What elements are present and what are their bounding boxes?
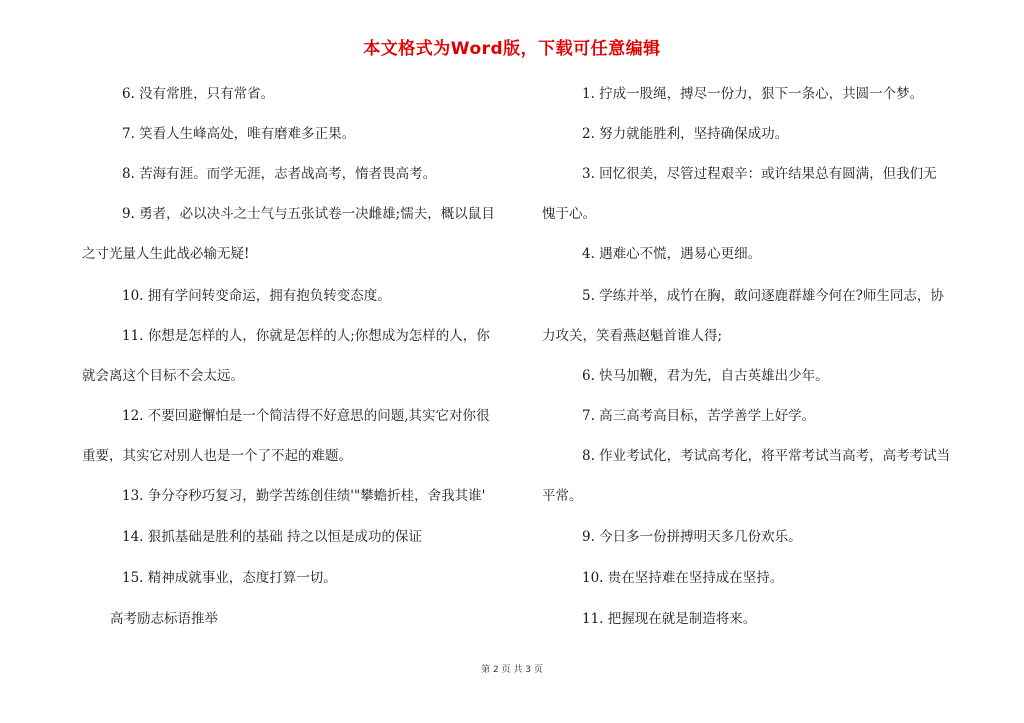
right-line: 愧于心。 — [542, 206, 596, 222]
right-line: 2. 努力就能胜利，坚持确保成功。 — [582, 126, 789, 142]
right-line: 1. 拧成一股绳，搏尽一份力，狠下一条心，共圆一个梦。 — [582, 86, 924, 102]
right-line: 11. 把握现在就是制造将来。 — [582, 611, 757, 627]
document-banner: 本文格式为Word版，下载可任意编辑 — [363, 39, 661, 59]
left-line: 之寸光量人生此战必输无疑! — [82, 246, 250, 262]
right-line: 9. 今日多一份拼搏明天多几份欢乐。 — [582, 529, 802, 545]
right-line: 力攻关，笑看燕赵魁首谁人得; — [542, 328, 723, 344]
left-line: 7. 笑看人生峰高处，唯有磨难多正果。 — [122, 126, 356, 142]
right-line: 8. 作业考试化，考试高考化，将平常考试当高考，高考考试当 — [582, 448, 951, 464]
left-line: 10. 拥有学问转变命运，拥有抱负转变态度。 — [122, 288, 391, 304]
section-heading: 高考励志标语推举 — [110, 611, 218, 627]
right-line: 6. 快马加鞭，君为先，自古英雄出少年。 — [582, 368, 829, 384]
left-line: 9. 勇者，必以决斗之士气与五张试卷一决雌雄;懦夫，概以鼠目 — [122, 206, 495, 222]
right-line: 5. 学练并举，成竹在胸，敢问逐鹿群雄今何在?师生同志，协 — [582, 288, 944, 304]
left-line: 14. 狠抓基础是胜利的基础 持之以恒是成功的保证 — [122, 529, 423, 545]
left-line: 重要，其实它对别人也是一个了不起的难题。 — [82, 448, 352, 464]
right-line: 10. 贵在坚持难在坚持成在坚持。 — [582, 570, 784, 586]
left-line: 6. 没有常胜，只有常省。 — [122, 86, 275, 102]
right-line: 7. 高三高考高目标，苦学善学上好学。 — [582, 408, 816, 424]
left-line: 13. 争分夺秒巧复习，勤学苦练创佳绩'"攀蟾折桂，舍我其谁' — [122, 488, 486, 504]
left-line: 15. 精神成就事业，态度打算一切。 — [122, 570, 337, 586]
left-line: 就会离这个目标不会太远。 — [82, 368, 244, 384]
right-line: 3. 回忆很美，尽管过程艰辛：或许结果总有圆满，但我们无 — [582, 166, 937, 182]
right-line: 4. 遇难心不慌，遇易心更细。 — [582, 246, 762, 262]
right-line: 平常。 — [542, 488, 583, 504]
page-number-footer: 第 2 页 共 3 页 — [481, 665, 543, 675]
left-line: 8. 苦海有涯。而学无涯，志者战高考，惰者畏高考。 — [122, 166, 437, 182]
left-line: 11. 你想是怎样的人，你就是怎样的人;你想成为怎样的人，你 — [122, 328, 490, 344]
left-line: 12. 不要回避懈怕是一个简洁得不好意思的问题,其实它对你很 — [122, 408, 490, 424]
